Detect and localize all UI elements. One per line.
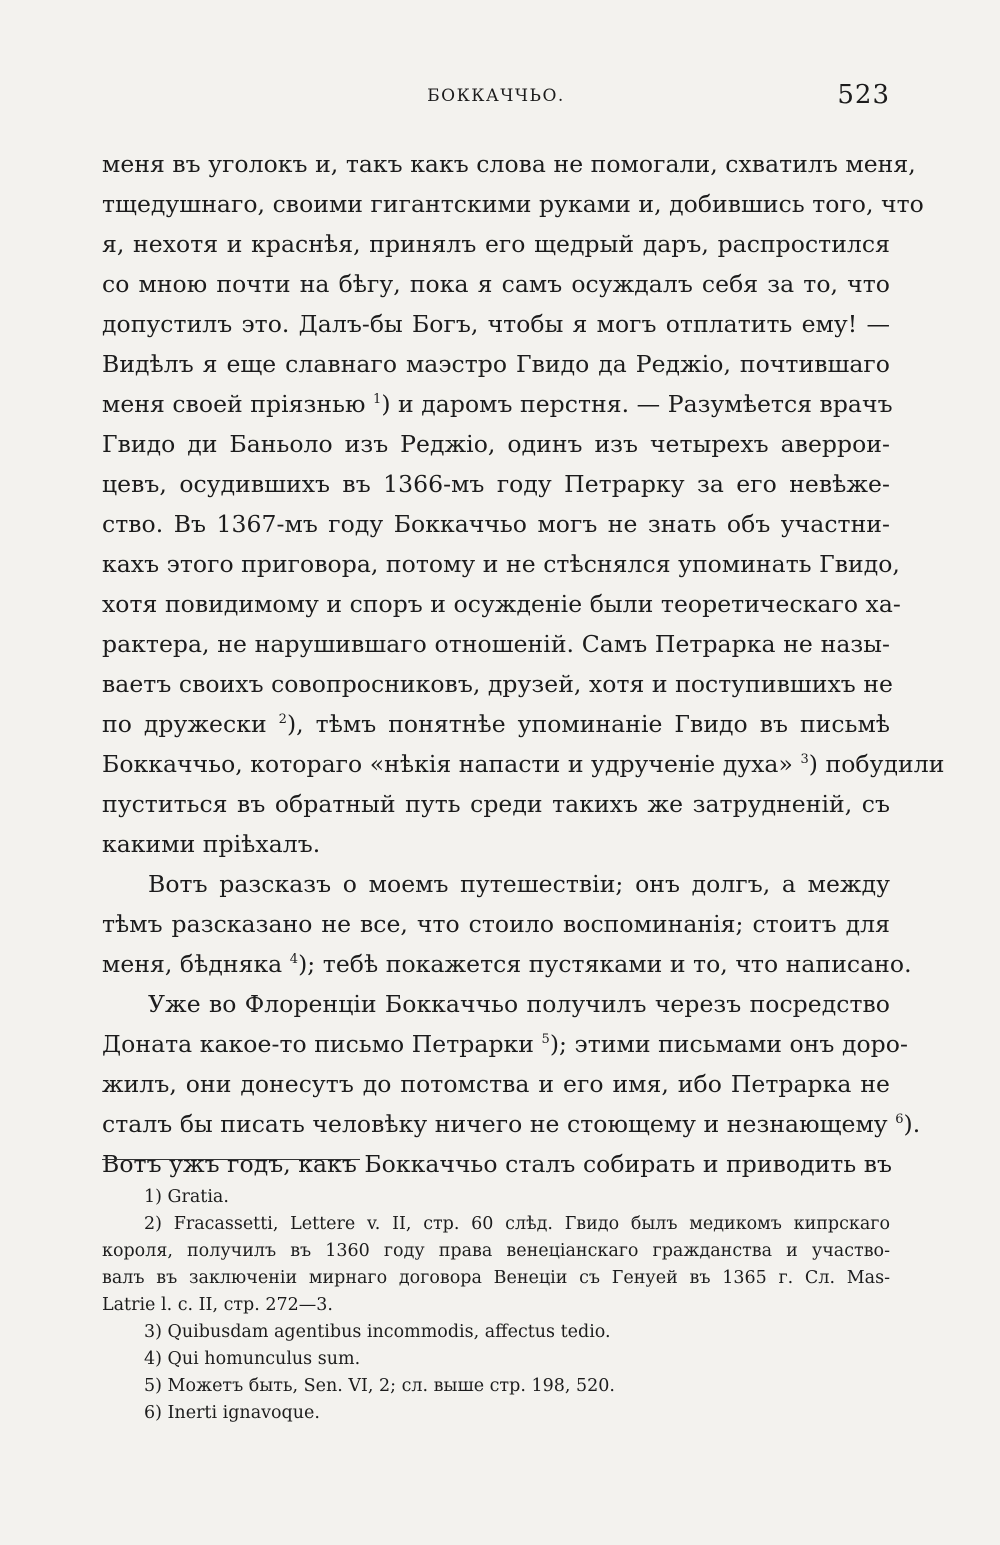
- text-line: рактера, не нарушившаго отношенiй. Самъ Петрарка не назы-: [102, 630, 890, 658]
- text-line: тщедушнаго, своими гигантскими руками и, добившись того, что: [102, 190, 924, 218]
- text-line-text: Боккаччьо, котораго «нѣкiя напасти и удрученiе духа»: [102, 750, 801, 778]
- text-line: [102, 1024, 908, 1064]
- text-line-text: ) побудили: [808, 750, 945, 778]
- text-line-text: ); тебѣ покажется пустяками и то, что написано.: [298, 950, 912, 978]
- text-line: Гвидо ди Баньоло изъ Реджiо, одинъ изъ четырехъ аверрои-: [102, 430, 890, 458]
- text-line: хотя повидимому и споръ и осужденiе были теоретическаго ха-: [102, 590, 901, 618]
- text-line-text: меня, бѣдняка: [102, 950, 290, 978]
- text-line: жилъ, они донесутъ до потомства и его имя, ибо Петрарка не: [102, 1070, 890, 1098]
- page-number: 523: [837, 80, 890, 110]
- text-line-text: ); этими письмами онъ доро-: [549, 1030, 908, 1058]
- text-line: я, нехотя и краснѣя, принялъ его щедрый даръ, распростился: [102, 230, 890, 258]
- text-line-text: по дружески: [102, 710, 279, 738]
- text-line: [102, 864, 890, 904]
- text-line: со мною почти на бѣгу, пока я самъ осуждалъ себя за то, что: [102, 270, 890, 298]
- footnote-line-text: 5) Можетъ быть, Sen. VI, 2; сл. выше стр. 198, 520.: [144, 1376, 615, 1396]
- text-line: [102, 984, 890, 1024]
- text-line: Видѣлъ я еще славнаго маэстро Гвидо да Реджiо, почтившаго: [102, 350, 890, 378]
- footnote-line: [102, 1184, 890, 1211]
- running-head: [102, 80, 890, 110]
- footnote-marker: 4: [289, 952, 299, 967]
- text-line: ство. Въ 1367-мъ году Боккаччьо могъ не знать объ участни-: [102, 510, 890, 538]
- footnote-line-text: 2) Fracassetti, Lettere v. II, стр. 60 слѣд. Гвидо былъ медикомъ кипрскаго: [144, 1214, 890, 1234]
- footnote-line-text: короля, получилъ въ 1360 году права венецiанскаго гражданства и участво-: [102, 1241, 890, 1261]
- text-line-text: меня своей прiязнью: [102, 390, 373, 418]
- footnote-line: [102, 1211, 890, 1238]
- text-line: [102, 1104, 921, 1144]
- running-title: БОККАЧЧЬО.: [427, 86, 565, 106]
- text-line-text: Доната какое-то письмо Петрарки: [102, 1030, 542, 1058]
- footnote-line-text: 4) Qui homunculus sum.: [144, 1349, 361, 1369]
- text-line: [102, 944, 912, 984]
- footnote-line-text: 1) Gratia.: [144, 1187, 229, 1207]
- footnote-line-text: 3) Quibusdam agentibus incommodis, affectus tedio.: [144, 1322, 611, 1342]
- footnote-marker: 1: [372, 392, 382, 407]
- text-line: ваетъ своихъ совопросниковъ, друзей, хотя и поступившихъ не: [102, 670, 893, 698]
- footnote-marker: 3: [800, 752, 809, 767]
- text-line: [102, 384, 893, 424]
- footnote-marker: 5: [541, 1032, 550, 1047]
- footnote-line: [102, 1292, 890, 1319]
- footnote-line: [102, 1346, 890, 1373]
- footnotes: [102, 1184, 890, 1427]
- text-line: цевъ, осудившихъ въ 1366-мъ году Петрарку за его невѣже-: [102, 470, 890, 498]
- text-line: [102, 744, 945, 784]
- footnote-line: [102, 1238, 890, 1265]
- footnote-rule: [102, 1159, 360, 1160]
- text-line-text: какими прiѣхалъ.: [102, 830, 321, 858]
- footnote-line-text: 6) Inerti ignavoque.: [144, 1403, 320, 1423]
- text-line: меня въ уголокъ и, такъ какъ слова не помогали, схватилъ меня,: [102, 150, 916, 178]
- text-line-text: ) и даромъ перстня. — Разумѣется врачъ: [381, 390, 893, 418]
- footnote-line-text: валъ въ заключенiи мирнаго договора Венецiи съ Генуей въ 1365 г. Сл. Mas-: [102, 1268, 890, 1288]
- footnote-marker: 2: [278, 712, 287, 727]
- text-line: [102, 704, 890, 744]
- body-text: [102, 144, 945, 1184]
- text-line-text: Вотъ разсказъ о моемъ путешествiи; онъ долгъ, а между: [148, 870, 890, 898]
- footnote-line: [102, 1319, 890, 1346]
- text-line: Вотъ ужъ годъ, какъ Боккаччьо сталъ собирать и приводить въ: [102, 1150, 892, 1178]
- footnote-line: [102, 1265, 890, 1292]
- text-line-text: ).: [903, 1110, 921, 1138]
- text-line-text: сталъ бы писать человѣку ничего не стоющему и незнающему: [102, 1110, 896, 1138]
- text-line: пуститься въ обратный путь среди такихъ же затрудненiй, съ: [102, 790, 890, 818]
- footnote-line: [102, 1373, 890, 1400]
- text-line: кахъ этого приговора, потому и не стѣснялся упоминать Гвидо,: [102, 550, 900, 578]
- text-line-text: Уже во Флоренцiи Боккаччьо получилъ черезъ посредство: [148, 990, 890, 1018]
- text-line-text: ), тѣмъ понятнѣе упоминанiе Гвидо въ письмѣ: [286, 710, 890, 738]
- text-line: [102, 824, 890, 864]
- footnote-line: [102, 1400, 890, 1427]
- footnote-line-text: Latrie l. c. II, стр. 272—3.: [102, 1295, 333, 1315]
- text-line: тѣмъ разсказано не все, что стоило воспоминанiя; стоитъ для: [102, 910, 890, 938]
- footnote-marker: 6: [895, 1112, 904, 1127]
- text-line: допустилъ это. Далъ-бы Богъ, чтобы я могъ отплатить ему! —: [102, 310, 890, 338]
